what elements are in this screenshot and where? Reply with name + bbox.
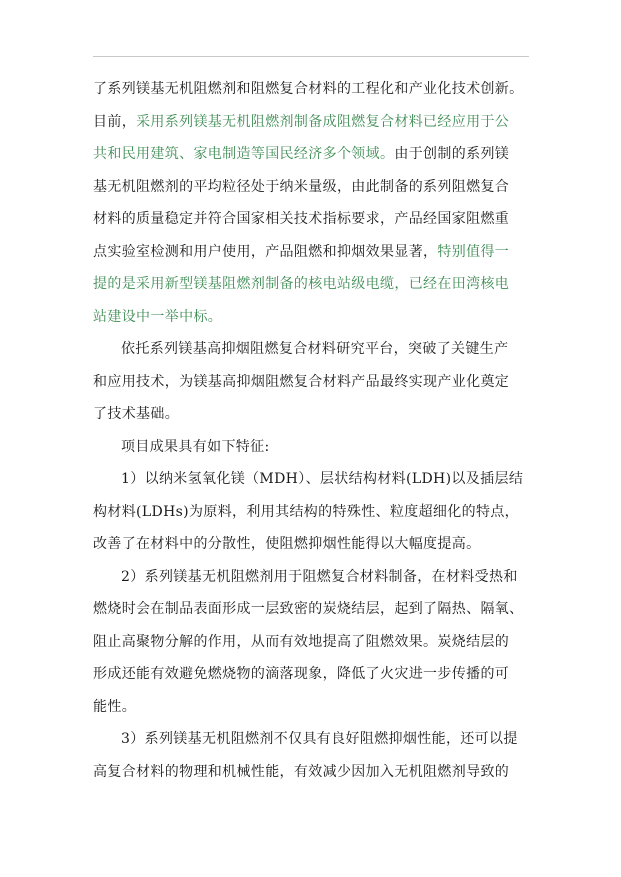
text-line (93, 366, 529, 399)
body-text: 由于创制的系列镁 (394, 146, 510, 162)
body-text: 能性。 (93, 698, 137, 715)
body-text: 2）系列镁基无机阻燃剂用于阻燃复合材料制备，在材料受热和 (121, 568, 518, 585)
text-line (93, 463, 529, 496)
text-line (93, 593, 529, 626)
highlighted-text: 采用系列镁基无机阻燃剂制备成阻燃复合材料已经应用于公 (136, 113, 510, 130)
highlighted-text: 提的是采用新型镁基阻燃剂制备的核电站级电缆，已经在田湾核电 (93, 276, 510, 292)
body-text: 目前， (93, 113, 137, 130)
text-line (93, 756, 529, 789)
text-line (93, 236, 529, 269)
body-text: 了系列镁基无机阻燃剂和阻燃复合材料的工程化和产业化技术创新。 (93, 81, 524, 97)
body-text: 3）系列镁基无机阻燃剂不仅具有良好阻燃抑烟性能，还可以提 (121, 731, 518, 747)
text-line (93, 431, 529, 464)
body-text: 项目成果具有如下特征: (121, 438, 270, 455)
text-line (93, 626, 529, 659)
text-line (93, 723, 529, 756)
body-text: 阻止高聚物分解的作用，从而有效地提高了阻燃效果。炭烧结层的 (93, 633, 510, 650)
text-line (93, 691, 529, 724)
body-text: 1）以纳米氢氧化镁（MDH）、层状结构材料(LDH)以及插层结 (121, 471, 524, 487)
text-line (93, 561, 529, 594)
body-text: 燃烧时会在制品表面形成一层致密的炭烧结层，起到了隔热、隔氧、 (93, 601, 524, 617)
document-body (93, 73, 529, 788)
body-text: 形成还能有效避免燃烧物的滴落现象，降低了火灾进一步传播的可 (93, 666, 510, 682)
highlighted-text: 共和民用建筑、家电制造等国民经济多个领域。 (93, 146, 395, 162)
text-line (93, 496, 529, 529)
text-line (93, 138, 529, 171)
body-text: 改善了在材料中的分散性，使阻燃抑烟性能得以大幅度提高。 (93, 536, 481, 552)
body-text: 基无机阻燃剂的平均粒径处于纳米量级，由此制备的系列阻燃复合 (93, 178, 510, 195)
text-line (93, 333, 529, 366)
body-text: 依托系列镁基高抑烟阻燃复合材料研究平台，突破了关键生产 (121, 341, 509, 357)
body-text: 了技术基础。 (93, 406, 180, 422)
text-line (93, 398, 529, 431)
text-line (93, 171, 529, 204)
text-line (93, 658, 529, 691)
body-text: 材料的质量稳定并符合国家相关技术指标要求，产品经国家阻燃重 (93, 211, 510, 227)
body-text: 和应用技术，为镁基高抑烟阻燃复合材料产品最终实现产业化奠定 (93, 373, 510, 390)
text-line (93, 73, 529, 106)
body-text: 点实验室检测和用户使用，产品阻燃和抑烟效果显著， (93, 243, 438, 260)
text-line (93, 203, 529, 236)
text-line (93, 106, 529, 139)
body-text: 构材料(LDHs)为原料，利用其结构的特殊性、粒度超细化的特点， (93, 503, 520, 520)
body-text: 高复合材料的物理和机械性能，有效减少因加入无机阻燃剂导致的 (93, 763, 510, 780)
text-line (93, 268, 529, 301)
header-rule (93, 56, 529, 57)
highlighted-text: 特别值得一 (437, 243, 510, 260)
highlighted-text: 站建设中一举中标。 (93, 308, 223, 325)
text-line (93, 301, 529, 334)
text-line (93, 528, 529, 561)
